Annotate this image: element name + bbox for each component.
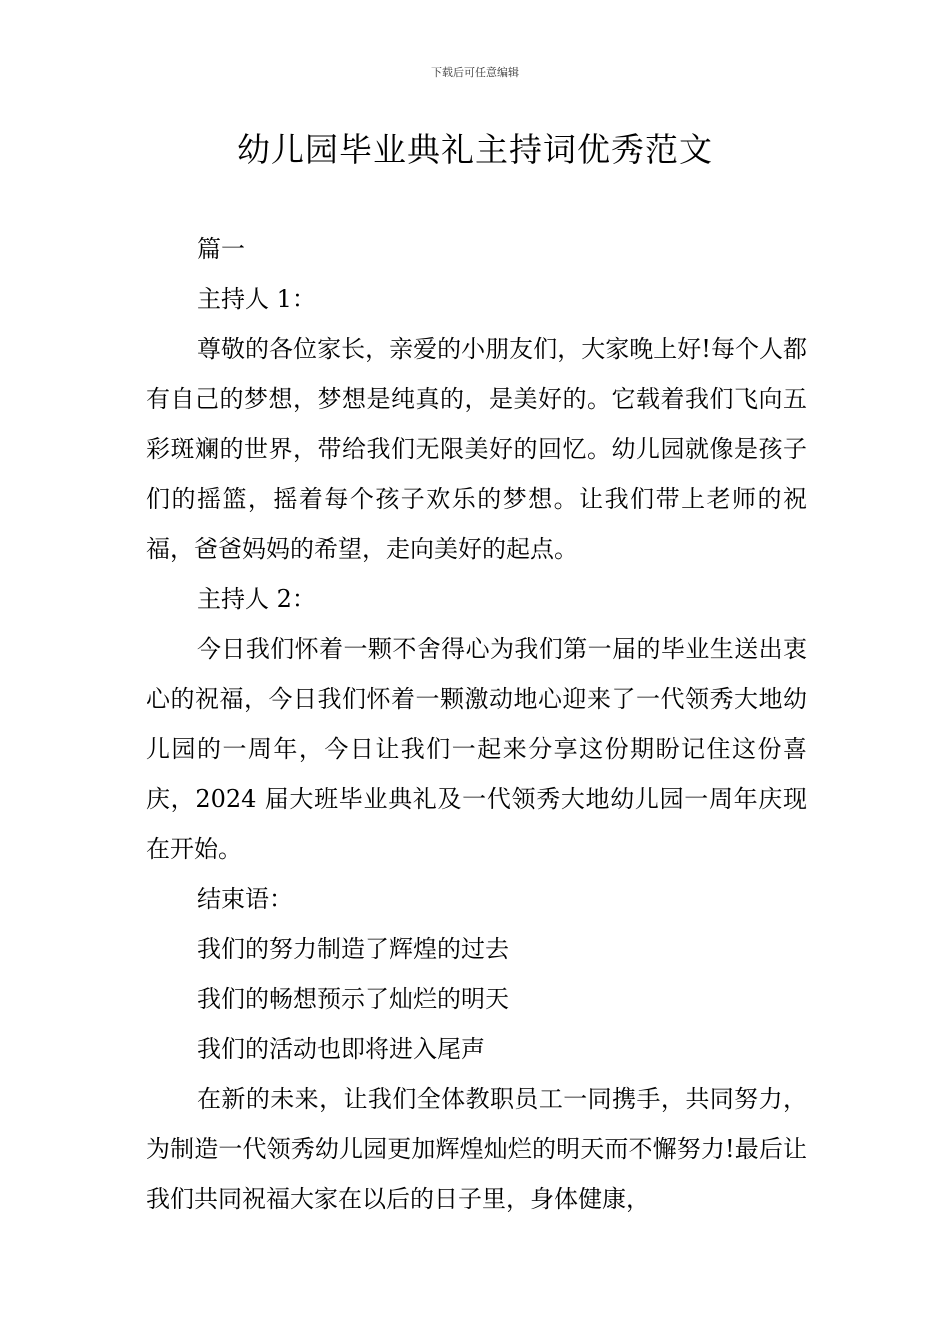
- host1-paragraph: 尊敬的各位家长，亲爱的小朋友们，大家晚上好!每个人都有自己的梦想，梦想是纯真的，是美好的。它载着我们飞向五彩斑斓的世界，带给我们无限美好的回忆。幼儿园就像是孩子们的摇篮，摇着每个孩子欢乐的梦想。让我们带上老师的祝福，爸爸妈妈的希望，走向美好的起点。: [146, 335, 807, 563]
- closing-line: 我们的努力制造了辉煌的过去: [197, 935, 509, 963]
- document-title: 幼儿园毕业典礼主持词优秀范文: [237, 130, 713, 169]
- host2-label: 主持人 2：: [197, 585, 316, 613]
- document-body: [146, 224, 807, 1224]
- closing-paragraph: 在新的未来，让我们全体教职员工一同携手，共同努力，为制造一代领秀幼儿园更加辉煌灿烂的明天而不懈努力!最后让我们共同祝福大家在以后的日子里，身体健康，: [146, 1085, 807, 1213]
- closing-line: 我们的畅想预示了灿烂的明天: [197, 985, 509, 1013]
- closing-line: 我们的活动也即将进入尾声: [197, 1035, 485, 1063]
- header-note: 下载后可任意编辑: [431, 66, 519, 79]
- host2-paragraph: 今日我们怀着一颗不舍得心为我们第一届的毕业生送出衷心的祝福，今日我们怀着一颗激动地心迎来了一代领秀大地幼儿园的一周年，今日让我们一起来分享这份期盼记住这份喜庆，2024 届大班毕业典礼及一代领秀大地幼儿园一周年庆现在开始。: [146, 635, 807, 863]
- section-heading: 篇一: [197, 235, 245, 263]
- host1-label: 主持人 1：: [197, 285, 316, 313]
- closing-label: 结束语：: [197, 885, 293, 913]
